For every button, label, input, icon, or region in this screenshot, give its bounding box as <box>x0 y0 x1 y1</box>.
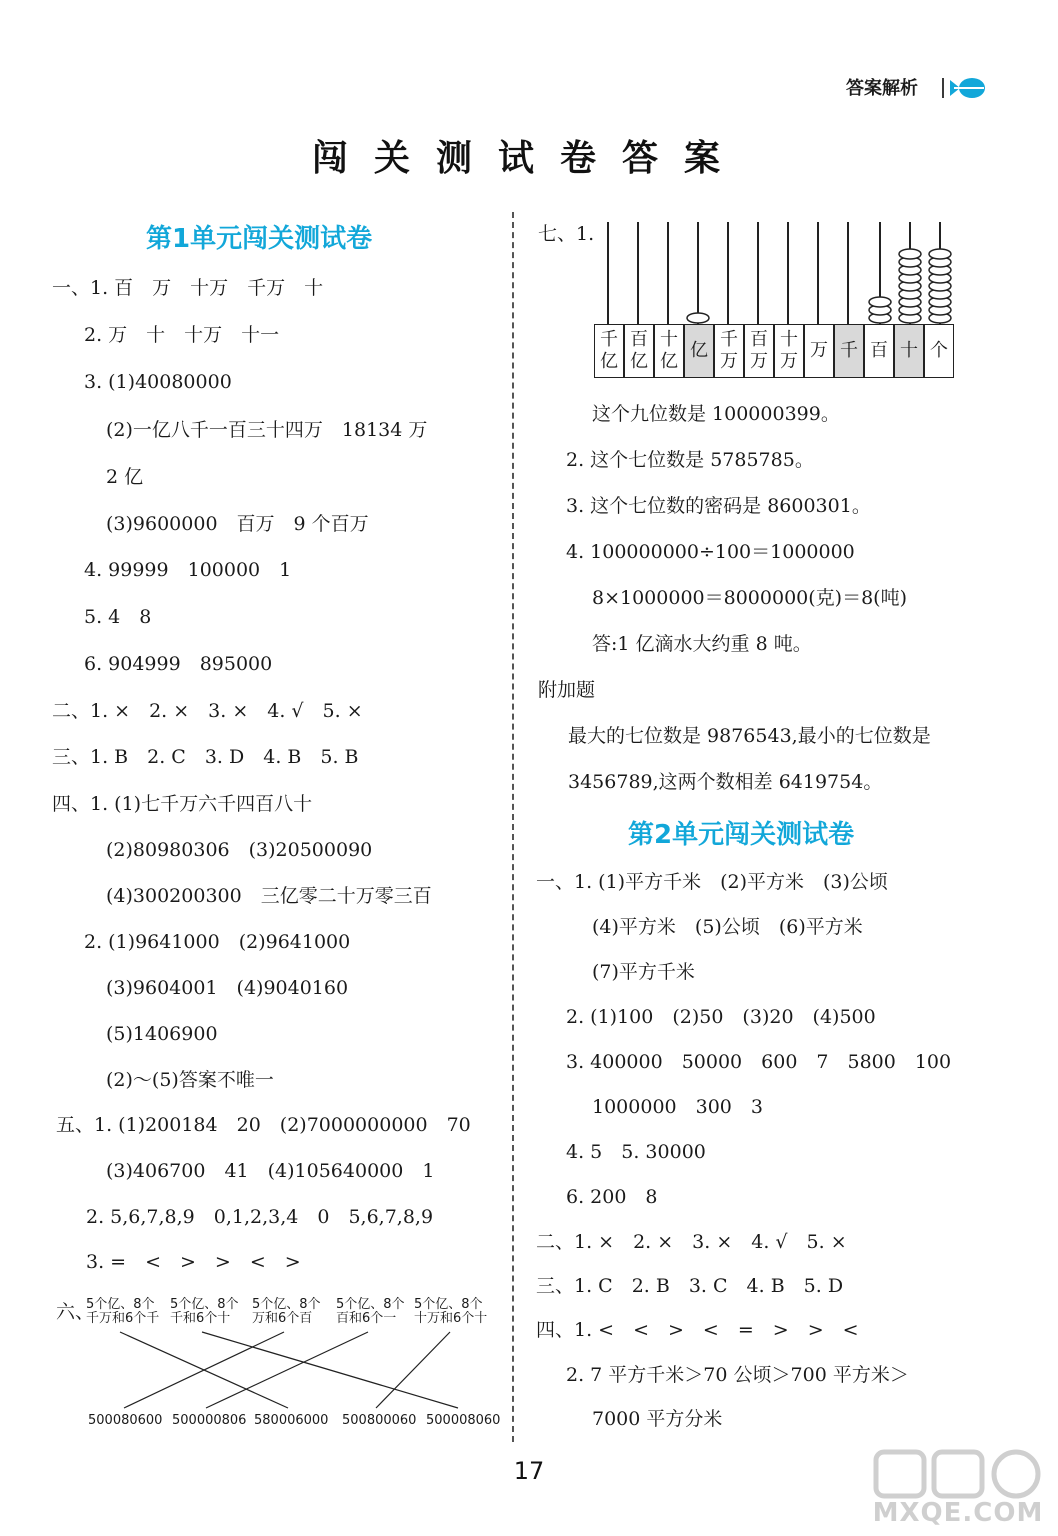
unit2-line: 3. 400000 50000 600 7 5800 100 <box>566 1051 952 1073</box>
unit1-line: 四、1. (1)七千万六千四百八十 <box>52 793 313 815</box>
unit2-line: 一、1. (1)平方千米 (2)平方米 (3)公顷 <box>536 871 888 893</box>
unit2-line: 二、1. × 2. × 3. × 4. √ 5. × <box>536 1231 847 1253</box>
unit2-line: 4. 5 5. 30000 <box>566 1141 706 1163</box>
abacus-place-label: 百 亿 <box>624 324 654 378</box>
unit2-line: (4)平方米 (5)公顷 (6)平方米 <box>592 916 863 938</box>
q7-line: 这个九位数是 100000399。 <box>592 403 840 425</box>
unit1-line: 2. 万 十 十万 十一 <box>84 324 280 346</box>
watermark-text: MXQE.COM <box>872 1498 1044 1528</box>
unit1-line: 2. 5,6,7,8,9 0,1,2,3,4 0 5,6,7,8,9 <box>86 1206 434 1228</box>
unit2-line: 三、1. C 2. B 3. C 4. B 5. D <box>536 1275 844 1297</box>
unit2-line: 7000 平方分米 <box>592 1408 723 1430</box>
unit2-line: (7)平方千米 <box>592 961 695 983</box>
abacus-place-label: 百 <box>864 324 894 378</box>
abacus-place-label: 千 <box>834 324 864 378</box>
q6-top-option: 5个亿、8个 千万和6个千 <box>86 1297 160 1326</box>
abacus-place-label: 百 万 <box>744 324 774 378</box>
fish-logo-icon <box>950 76 986 100</box>
q6-top-option: 5个亿、8个 千和6个十 <box>170 1297 239 1326</box>
unit1-line: (3)406700 41 (4)105640000 1 <box>106 1160 435 1182</box>
unit2-line: 1000000 300 3 <box>592 1096 763 1118</box>
unit2-line: 四、1. < < > < = > > < <box>536 1319 859 1341</box>
unit1-line: 5. 4 8 <box>84 606 152 628</box>
unit2-line: 6. 200 8 <box>566 1186 658 1208</box>
unit1-line: 五、1. (1)200184 20 (2)7000000000 70 <box>56 1114 471 1136</box>
page-number: 17 <box>513 1457 545 1485</box>
unit1-line: (2)～(5)答案不唯一 <box>106 1069 274 1091</box>
abacus-place-label: 万 <box>804 324 834 378</box>
q7-line: 8×1000000＝8000000(克)＝8(吨) <box>592 587 907 609</box>
q7-line: 答:1 亿滴水大约重 8 吨。 <box>592 633 812 655</box>
q6-top-option: 5个亿、8个 十万和6个十 <box>414 1297 488 1326</box>
bonus-line: 最大的七位数是 9876543,最小的七位数是 <box>568 725 931 747</box>
abacus-place-label: 亿 <box>684 324 714 378</box>
bonus-heading: 附加题 <box>538 679 596 701</box>
abacus-rods <box>590 218 960 328</box>
unit2-line: 2. (1)100 (2)50 (3)20 (4)500 <box>566 1006 876 1028</box>
unit1-line: 3. (1)40080000 <box>84 371 232 393</box>
abacus-place-label: 千 万 <box>714 324 744 378</box>
abacus-place-label: 十 万 <box>774 324 804 378</box>
abacus-place-label: 十 <box>894 324 924 378</box>
unit1-line: 2. (1)9641000 (2)9641000 <box>84 931 351 953</box>
column-divider <box>512 212 514 1442</box>
page-title: 闯关测试卷答案 <box>311 137 746 179</box>
q6-top-option: 5个亿、8个 百和6个一 <box>336 1297 405 1326</box>
q6-matching-lines <box>80 1330 500 1416</box>
bonus-line: 3456789,这两个数相差 6419754。 <box>568 771 883 793</box>
q7-label: 七、1. <box>538 223 595 245</box>
abacus-place-label: 千 亿 <box>594 324 624 378</box>
unit1-line: 2 亿 <box>106 466 144 488</box>
header-divider <box>942 78 944 98</box>
q6-top-option: 5个亿、8个 万和6个百 <box>252 1297 321 1326</box>
unit1-line: 二、1. × 2. × 3. × 4. √ 5. × <box>52 700 363 722</box>
unit1-line: 6. 904999 895000 <box>84 653 273 675</box>
watermark <box>868 1446 1048 1532</box>
q6-bottom-option: 580006000 <box>254 1413 329 1428</box>
q6-bottom-option: 500008060 <box>426 1413 501 1428</box>
unit1-line: 一、1. 百 万 十万 千万 十 <box>52 277 324 299</box>
unit1-line: (2)一亿八千一百三十四万 18134 万 <box>106 419 428 441</box>
q7-line: 4. 100000000÷100＝1000000 <box>566 541 855 563</box>
q6-bottom-option: 500000806 <box>172 1413 247 1428</box>
q7-line: 2. 这个七位数是 5785785。 <box>566 449 814 471</box>
unit1-title: 第1单元闯关测试卷 <box>146 224 373 254</box>
header-label: 答案解析 <box>846 78 918 99</box>
q6-label: 六、 <box>56 1301 95 1323</box>
unit2-line: 2. 7 平方千米＞70 公顷＞700 平方米＞ <box>566 1364 909 1386</box>
unit1-line: (3)9600000 百万 9 个百万 <box>106 513 369 535</box>
abacus-place-label: 个 <box>924 324 954 378</box>
unit1-line: 4. 99999 100000 1 <box>84 559 292 581</box>
watermark-logo-icon <box>868 1446 1048 1502</box>
abacus-place-label: 十 亿 <box>654 324 684 378</box>
unit1-line: 3. = < > > < > <box>86 1251 301 1273</box>
unit1-line: (5)1406900 <box>106 1023 218 1045</box>
unit1-line: (3)9604001 (4)9040160 <box>106 977 349 999</box>
unit1-line: (2)80980306 (3)20500090 <box>106 839 373 861</box>
unit2-title: 第2单元闯关测试卷 <box>628 820 855 850</box>
unit1-line: 三、1. B 2. C 3. D 4. B 5. B <box>52 746 359 768</box>
q6-bottom-option: 500800060 <box>342 1413 417 1428</box>
q7-line: 3. 这个七位数的密码是 8600301。 <box>566 495 871 517</box>
q6-bottom-option: 500080600 <box>88 1413 163 1428</box>
unit1-line: (4)300200300 三亿零二十万零三百 <box>106 885 432 907</box>
